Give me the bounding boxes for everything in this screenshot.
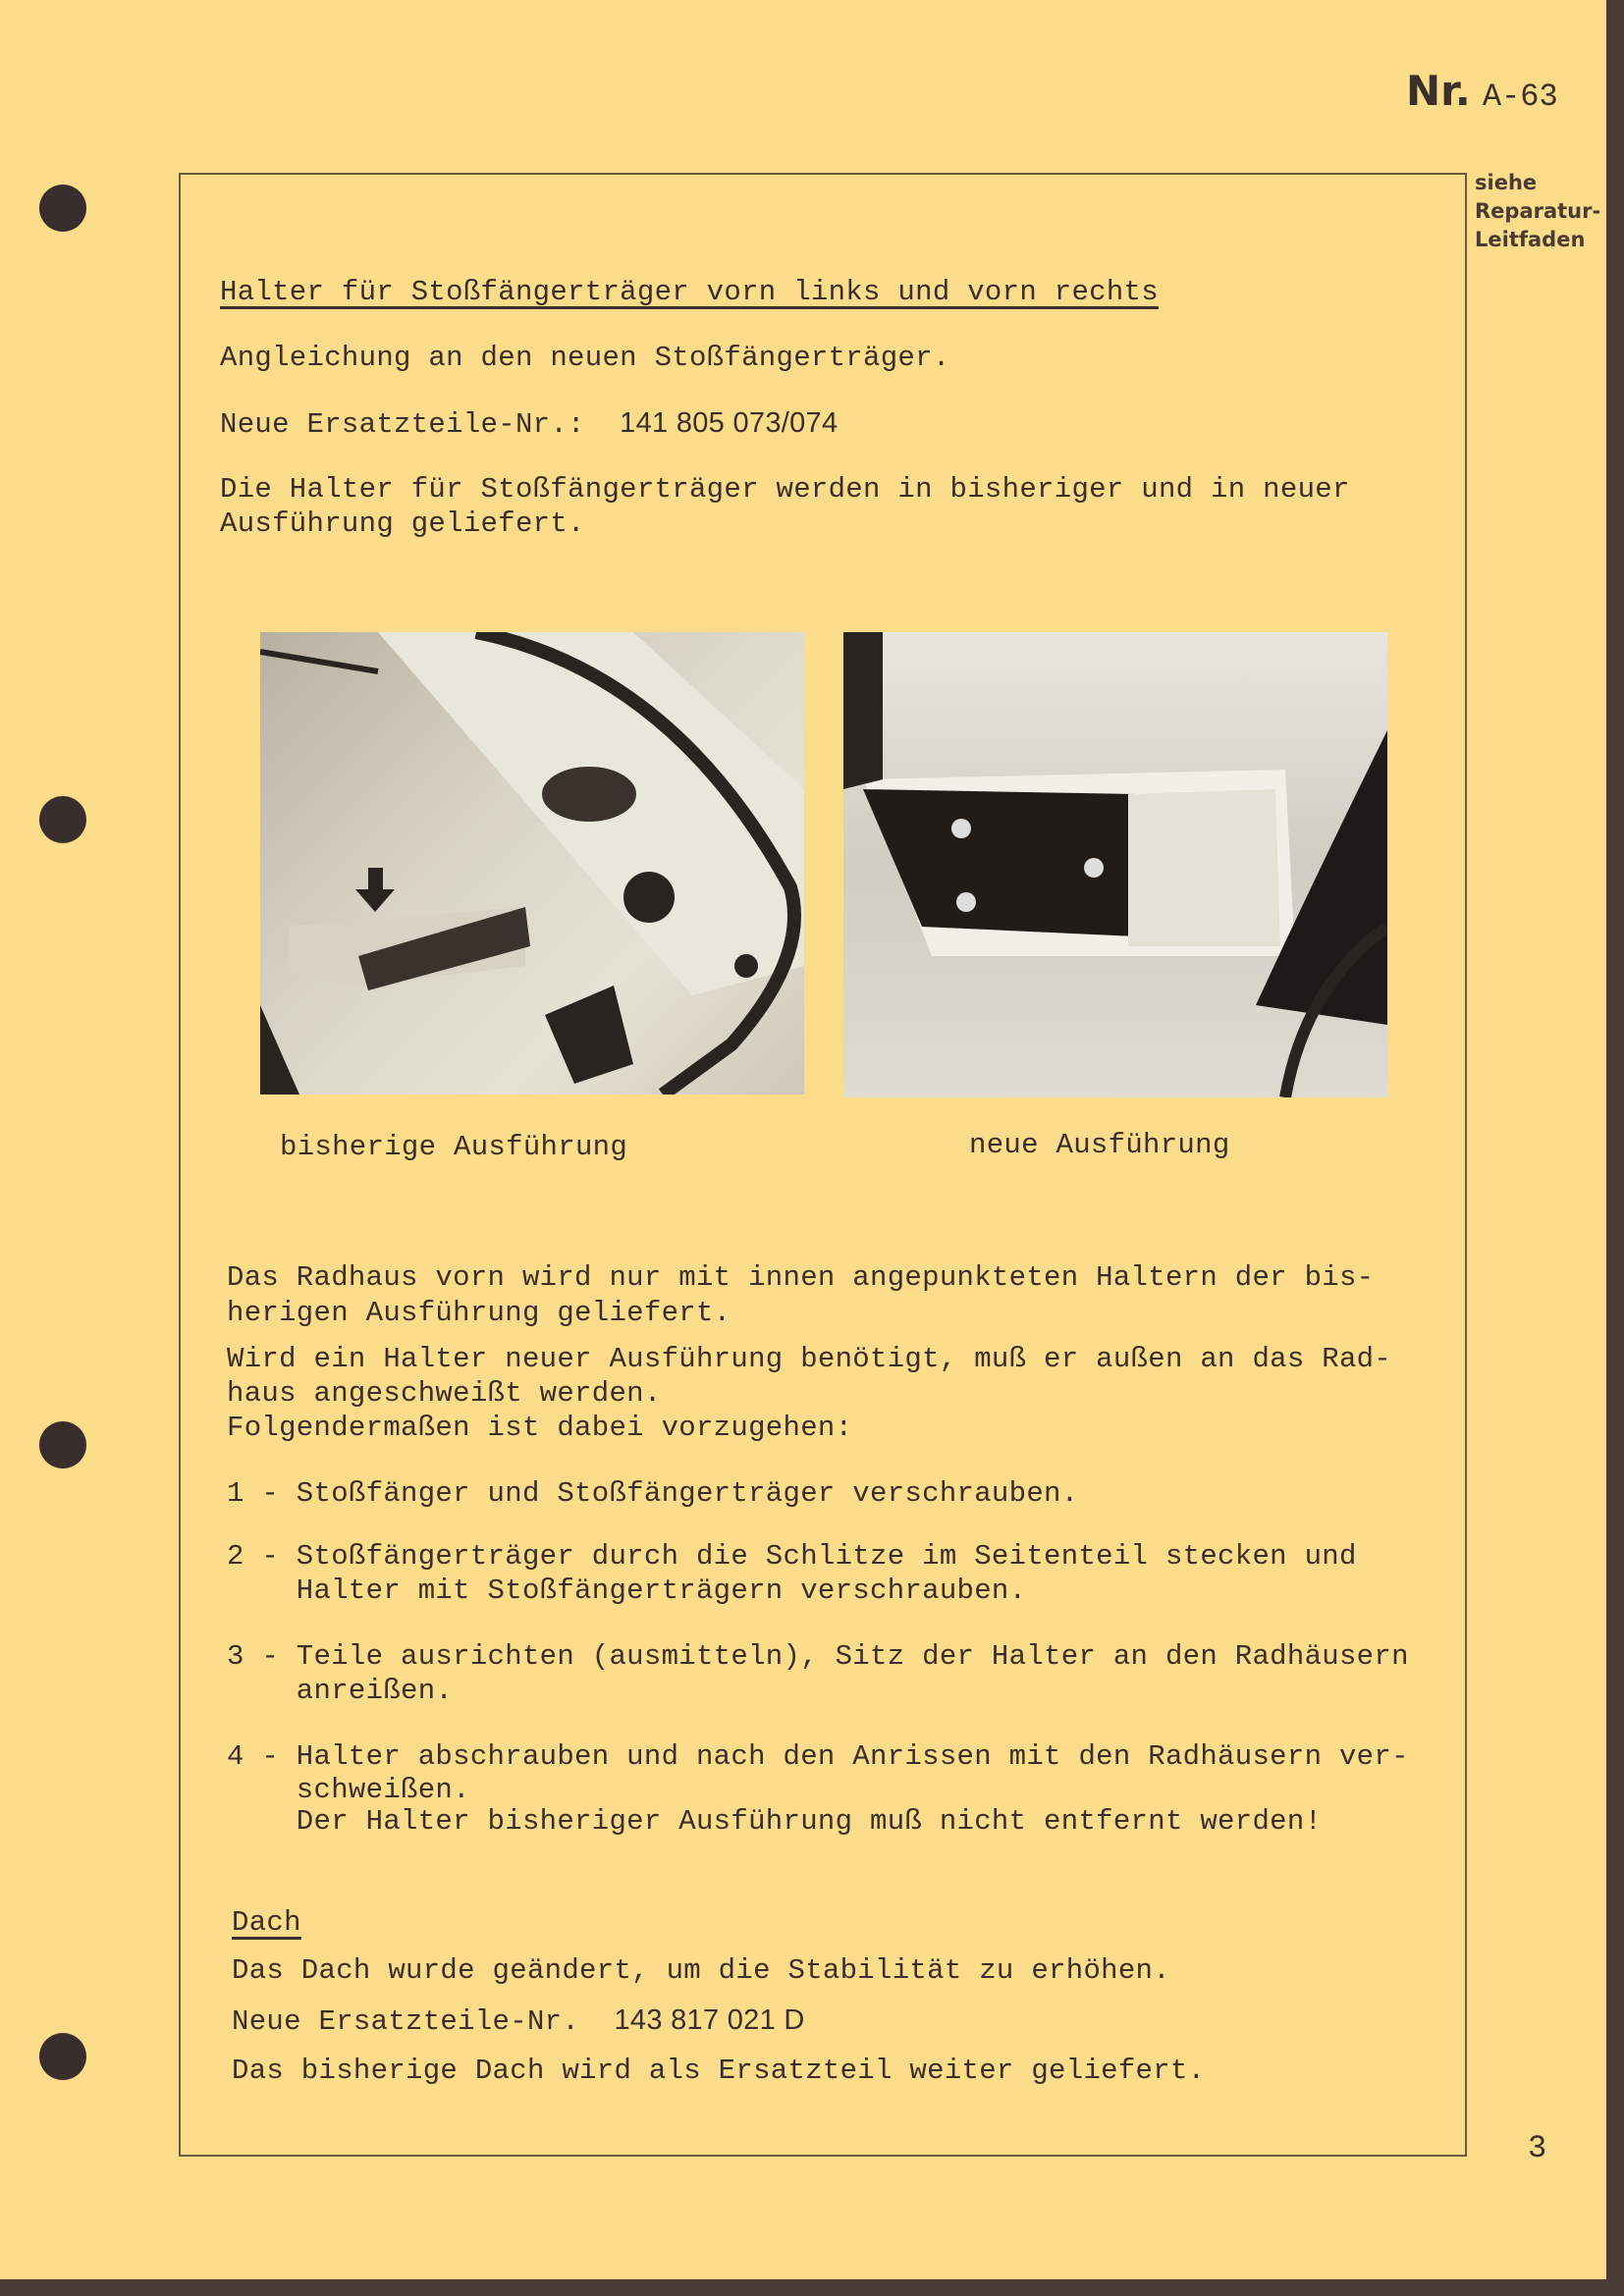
section-title: Halter für Stoßfängerträger vorn links und vorn rechts: [220, 276, 1159, 308]
step-2-cont: Halter mit Stoßfängerträgern verschrauben.: [227, 1575, 1027, 1607]
photo-caption-left: bisherige Ausführung: [280, 1131, 628, 1163]
text-line: Wird ein Halter neuer Ausführung benötigt, muß er außen an das Rad-: [227, 1343, 1392, 1375]
photo-caption-right: neue Ausführung: [969, 1129, 1230, 1161]
text-line: herigen Ausführung geliefert.: [227, 1297, 731, 1329]
text-line: Die Halter für Stoßfängerträger werden in bisheriger und in neuer: [220, 473, 1350, 506]
side-note-line: Reparatur-: [1475, 199, 1601, 223]
side-note-line: Leitfaden: [1475, 228, 1586, 251]
part-number-line: [232, 2003, 805, 2039]
step-3: 3 - Teile ausrichten (ausmitteln), Sitz der Halter an den Radhäusern: [227, 1640, 1409, 1673]
step-1: 1 - Stoßfänger und Stoßfängerträger verschrauben.: [227, 1477, 1079, 1510]
text-line: haus angeschweißt werden.: [227, 1377, 662, 1410]
page-edge-bottom: [0, 2279, 1624, 2296]
text-line: Das bisherige Dach wird als Ersatzteil weiter geliefert.: [232, 2055, 1206, 2087]
text-line: Ausführung geliefert.: [220, 507, 585, 540]
text-line: Folgendermaßen ist dabei vorzugehen:: [227, 1412, 853, 1444]
content-frame: [179, 173, 1467, 2157]
side-note: [1475, 169, 1600, 254]
step-4: 4 - Halter abschrauben und nach den Anrissen mit den Radhäusern ver-: [227, 1740, 1409, 1773]
step-3-cont: anreißen.: [227, 1675, 454, 1707]
photo-old-version: [260, 632, 804, 1095]
part-number: 141 805 073/074: [620, 407, 839, 439]
part-number-line: [220, 406, 838, 442]
text-line: Angleichung an den neuen Stoßfängerträger.: [220, 342, 950, 374]
page-edge: [1606, 0, 1624, 2296]
step-4-cont: schweißen.: [227, 1774, 470, 1806]
nr-value: A-63: [1482, 79, 1558, 115]
part-label: Neue Ersatzteile-Nr.: [232, 2005, 580, 2038]
part-number: 143 817 021 D: [614, 2004, 805, 2036]
text-line: Das Dach wurde geändert, um die Stabilität zu erhöhen.: [232, 1954, 1170, 1987]
step-2: 2 - Stoßfängerträger durch die Schlitze im Seitenteil stecken und: [227, 1540, 1357, 1573]
page-number: 3: [1528, 2130, 1547, 2166]
punch-hole: [39, 1421, 86, 1468]
document-number: [1406, 67, 1558, 115]
punch-hole: [39, 2033, 86, 2080]
part-label: Neue Ersatzteile-Nr.:: [220, 408, 585, 441]
nr-label: Nr.: [1406, 67, 1471, 115]
side-note-line: siehe: [1475, 171, 1538, 194]
text-line: Das Radhaus vorn wird nur mit innen angepunkteten Haltern der bis-: [227, 1261, 1375, 1294]
punch-hole: [39, 185, 86, 232]
step-4-note: Der Halter bisheriger Ausführung muß nicht entfernt werden!: [227, 1805, 1323, 1838]
photo-new-version: [843, 632, 1387, 1097]
section-title-dach: Dach: [232, 1906, 301, 1939]
punch-hole: [39, 796, 86, 843]
